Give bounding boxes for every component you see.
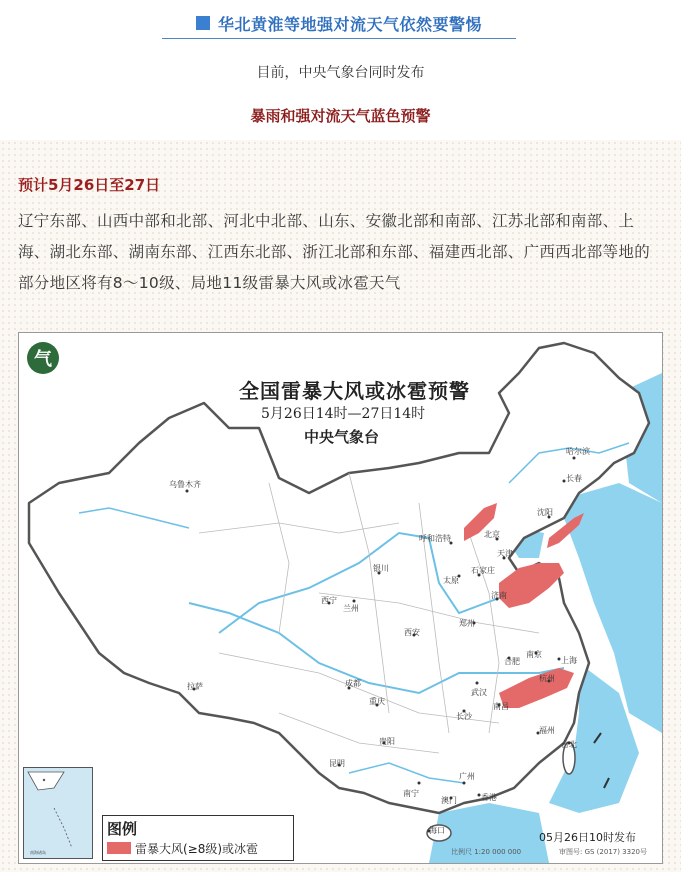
city-label-tianjin: 天津 <box>497 549 513 558</box>
south-china-sea-inset <box>23 767 93 859</box>
legend-swatch <box>107 842 131 854</box>
heading-square-icon <box>196 16 210 30</box>
city-label-hohhot: 呼和浩特 <box>419 534 451 543</box>
city-label-shanghai: 上海 <box>561 656 577 665</box>
city-label-shijiazhuang: 石家庄 <box>471 566 495 575</box>
city-label-lhasa: 拉萨 <box>187 682 203 691</box>
legend-label: 雷暴大风(≥8级)或冰雹 <box>135 842 259 856</box>
city-label-guangzhou: 广州 <box>459 772 475 781</box>
city-label-fuzhou: 福州 <box>539 726 555 735</box>
city-label-changchun: 长春 <box>566 474 582 483</box>
map-title: 全国雷暴大风或冰雹预警 <box>239 379 470 403</box>
release-time: 05月26日10时发布 <box>539 831 636 844</box>
alert-title: 暴雨和强对流天气蓝色预警 <box>250 107 431 125</box>
city-label-hefei: 合肥 <box>504 657 520 666</box>
map-period: 5月26日14时—27日14时 <box>261 406 426 422</box>
map-issuer: 中央气象台 <box>304 428 380 446</box>
city-label-zhengzhou: 郑州 <box>459 619 475 628</box>
city-label-hangzhou: 杭州 <box>539 674 555 683</box>
city-label-hongkong: 香港 <box>481 793 497 802</box>
city-label-haikou: 海口 <box>429 826 445 835</box>
city-label-xining: 西宁 <box>321 596 337 605</box>
city-label-jinan: 济南 <box>491 591 507 600</box>
city-label-beijing: 北京 <box>484 530 500 539</box>
city-label-changsha: 长沙 <box>456 712 472 721</box>
city-label-xian: 西安 <box>404 628 420 637</box>
cma-logo: 气 <box>27 342 59 374</box>
map-review-number: 审图号: GS (2017) 3320号 <box>559 848 647 856</box>
warning-map[interactable] <box>18 332 663 864</box>
city-label-wuhan: 武汉 <box>471 688 487 697</box>
city-label-nanjing: 南京 <box>526 650 542 659</box>
city-label-lanzhou: 兰州 <box>343 604 359 613</box>
city-label-chongqing: 重庆 <box>369 697 385 706</box>
city-label-kunming: 昆明 <box>329 759 345 768</box>
city-label-nanchang: 南昌 <box>493 702 509 711</box>
city-label-yinchuan: 银川 <box>373 564 389 573</box>
city-label-macau: 澳门 <box>441 796 457 805</box>
city-label-harbin: 哈尔滨 <box>566 447 590 456</box>
map-scale: 比例尺 1:20 000 000 <box>451 848 522 856</box>
forecast-period: 预计5月26日至27日 <box>18 176 161 194</box>
city-label-guiyang: 贵阳 <box>379 737 395 746</box>
article-heading <box>162 8 516 39</box>
legend-title: 图例 <box>107 820 138 838</box>
city-label-nanning: 南宁 <box>403 789 419 798</box>
city-label-taiyuan: 太原 <box>443 576 459 585</box>
map-legend <box>102 815 294 861</box>
city-label-chengdu: 成都 <box>345 679 361 688</box>
inset-svg <box>24 768 92 858</box>
city-label-urumqi: 乌鲁木齐 <box>169 480 201 489</box>
heading-text: 华北黄淮等地强对流天气依然要警惕 <box>217 14 482 34</box>
city-label-taipei: 台北 <box>561 740 577 749</box>
inset-label: 南海诸岛 <box>30 850 46 855</box>
subline-text: 目前，中央气象台同时发布 <box>256 65 425 81</box>
forecast-body: 辽宁东部、山西中部和北部、河北中北部、山东、安徽北部和南部、江苏北部和南部、上海、湖北东部、湖南东部、江西东北部、浙江北部和东部、福建西北部、广西西北部等地的部分地区将有8～10级、局地11级雷暴大风或冰雹天气 <box>18 212 651 292</box>
city-label-shenyang: 沈阳 <box>537 508 553 517</box>
